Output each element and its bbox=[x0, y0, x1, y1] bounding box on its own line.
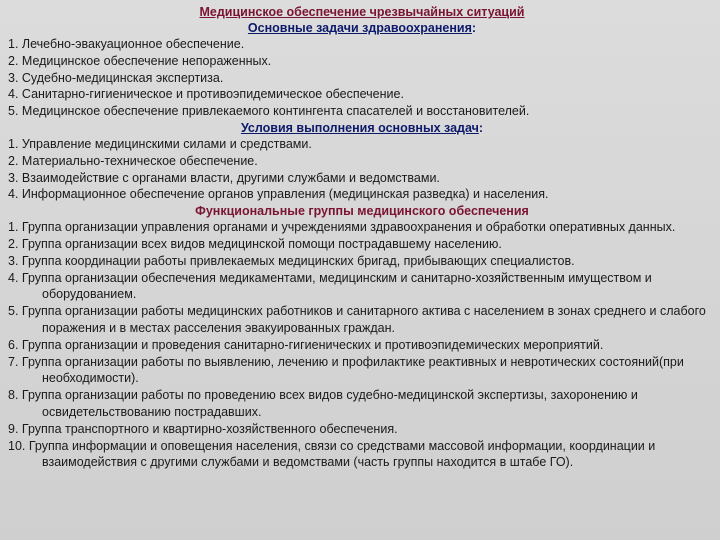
functional-groups-list bbox=[8, 219, 716, 471]
list-item: 4. Информационное обеспечение органов управления (медицинская разведка) и населения. bbox=[8, 187, 549, 202]
list-item: 8. Группа организации работы по проведению всех видов судебно-медицинской экспертизы, захоронению и освидетельствованию пострадавших. bbox=[8, 388, 638, 419]
list-item: 3. Группа координации работы привлекаемых медицинских бригад, прибывающих специалистов. bbox=[8, 253, 575, 268]
section-heading-suffix: : bbox=[471, 21, 477, 35]
section-heading-text: Условия выполнения основных задач bbox=[240, 120, 479, 135]
list-item: 1. Лечебно-эвакуационное обеспечение. bbox=[8, 37, 245, 51]
list-item: 2. Материально-техническое обеспечение. bbox=[8, 153, 258, 168]
list-item: 5. Медицинское обеспечение привлекаемого контингента спасателей и восстановителей. bbox=[8, 104, 530, 119]
list-item: 4. Санитарно-гигиеническое и противоэпидемическое обеспечение. bbox=[8, 87, 404, 102]
section-heading bbox=[8, 120, 716, 136]
list-item: 6. Группа организации и проведения санитарно-гигиенических и противоэпидемических мероприятий. bbox=[8, 337, 604, 352]
list-item: 7. Группа организации работы по выявлению, лечению и профилактике реактивных и невротических состояний(при необходимости). bbox=[8, 354, 684, 386]
list-item: 1. Управление медицинскими силами и средствами. bbox=[8, 136, 312, 151]
section-heading-text: Основные задачи здравоохранения bbox=[247, 21, 472, 35]
list-item: 1. Группа организации управления органами и учреждениями здравоохранения и обработки оперативных данных. bbox=[8, 220, 676, 235]
section-heading bbox=[8, 20, 716, 36]
list-item: 5. Группа организации работы медицинских работников и санитарного актива с населением в зонах среднего и слабого поражения и в местах расселения эвакуированных граждан. bbox=[8, 304, 706, 335]
list-item: 9. Группа транспортного и квартирно-хозяйственного обеспечения. bbox=[8, 421, 398, 436]
list-item: 3. Взаимодействие с органами власти, другими службами и ведомствами. bbox=[8, 170, 440, 185]
list-item: 10. Группа информации и оповещения населения, связи со средствами массовой информации, координации и взаимодействия с другими службами и ведомствами (часть группы находится в штабе ГО). bbox=[8, 438, 656, 470]
section-heading bbox=[8, 203, 716, 219]
section-main-tasks bbox=[8, 20, 716, 120]
list-item: 4. Группа организации обеспечения медикаментами, медицинским и санитарно-хозяйственным имуществом и оборудованием. bbox=[8, 270, 652, 302]
section-conditions bbox=[8, 120, 716, 203]
section-heading-text: Функциональные группы медицинского обеспечения bbox=[195, 204, 529, 219]
list-item: 2. Медицинское обеспечение непораженных. bbox=[8, 53, 272, 68]
conditions-list bbox=[8, 136, 716, 203]
main-tasks-list bbox=[8, 36, 716, 120]
section-functional-groups bbox=[8, 203, 716, 471]
list-item: 2. Группа организации всех видов медицинской помощи пострадавшему населению. bbox=[8, 236, 502, 251]
list-item: 3. Судебно-медицинская экспертиза. bbox=[8, 70, 224, 85]
page-title: Медицинское обеспечение чрезвычайных ситуаций bbox=[199, 5, 525, 19]
section-heading-suffix: : bbox=[478, 120, 484, 135]
